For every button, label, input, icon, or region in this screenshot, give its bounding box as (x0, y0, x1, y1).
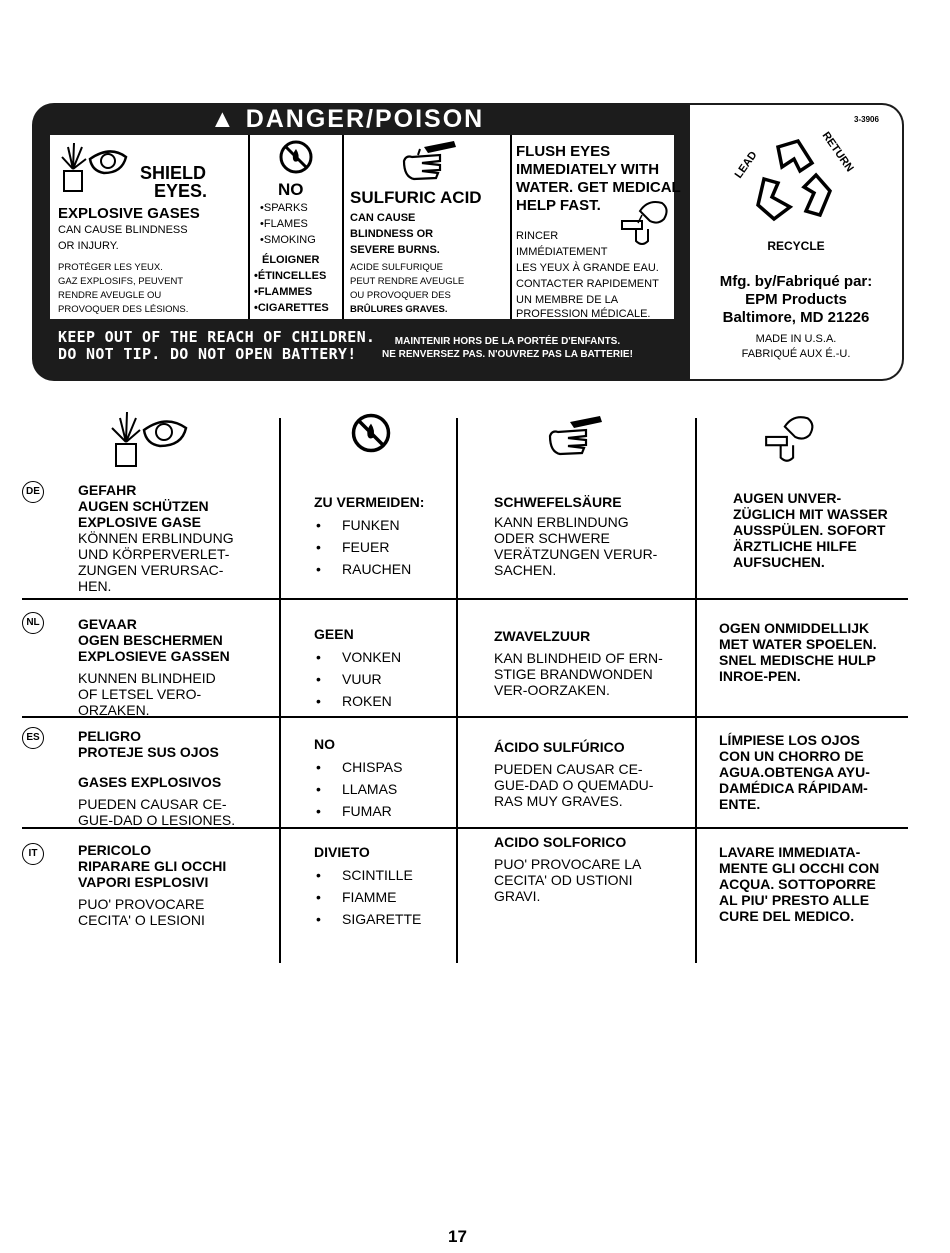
nl-c1-line: ORZAKEN. (78, 702, 150, 718)
label-title: ▲ DANGER/POISON (210, 105, 485, 133)
it-c4-line: ACQUA. SOTTOPORRE (719, 876, 876, 892)
it-c2-head: DIVIETO (314, 844, 370, 860)
made-in-fr: FABRIQUÉ AUX É.-U. (741, 348, 851, 360)
de-c1-line: UND KÖRPERVERLET- (78, 546, 230, 562)
nl-c4-line: SNEL MEDISCHE HULP (719, 652, 876, 668)
language-badge-nl: NL (22, 612, 44, 634)
es-c3-line: ÁCIDO SULFÚRICO (494, 739, 625, 755)
es-c1-line: PELIGRO (78, 728, 142, 744)
explosion-goggles-icon (110, 410, 190, 470)
de-c1-line: KÖNNEN ERBLINDUNG (78, 530, 234, 546)
children-warning-en-1: KEEP OUT OF THE REACH OF CHILDREN. (58, 328, 376, 346)
de-c4-line: ZÜGLICH MIT WASSER (733, 506, 888, 522)
nl-flush-cell (719, 620, 909, 684)
it-c1-line: PUO' PROVOCARE (78, 896, 205, 912)
shield-en-2: OR INJURY. (58, 240, 119, 252)
es-c2-item: • LLAMAS (314, 778, 454, 800)
no-fr-item-1: •ÉTINCELLES (254, 270, 327, 282)
flush-fr-1: RINCER (516, 230, 559, 242)
es-c4-line: CON UN CHORRO DE (719, 748, 864, 764)
de-flush-cell (733, 490, 913, 570)
no-flame-icon (350, 412, 392, 454)
lead-text: LEAD (732, 149, 760, 181)
nl-c3-line: ZWAVELZUUR (494, 628, 591, 644)
nl-c1-line: EXPLOSIEVE GASSEN (78, 648, 230, 664)
column-divider (456, 418, 458, 963)
de-c1-line: GEFAHR (78, 482, 137, 498)
it-c3-line: GRAVI. (494, 888, 541, 904)
shield-line1: SHIELD (140, 163, 207, 183)
flush-fr-5: UN MEMBRE DE LA (516, 294, 619, 306)
de-c2-head: ZU VERMEIDEN: (314, 494, 425, 510)
flush-fr-4: CONTACTER RAPIDEMENT (516, 278, 659, 290)
mfg-line: Mfg. by/Fabriqué par: (719, 273, 873, 290)
it-avoid-cell (314, 844, 454, 930)
acid-en-3: SEVERE BURNS. (350, 244, 440, 256)
flush-line4: HELP FAST. (516, 197, 601, 214)
it-c4-line: CURE DEL MEDICO. (719, 908, 855, 924)
de-c4-line: ÄRZTLICHE HILFE (733, 538, 857, 554)
it-c1-line: RIPARARE GLI OCCHI (78, 858, 227, 874)
shield-fr-3: RENDRE AVEUGLE OU (58, 290, 162, 301)
es-avoid-cell (314, 736, 454, 822)
es-c2-head: NO (314, 736, 335, 752)
language-badge-es: ES (22, 727, 44, 749)
nl-c3-line: STIGE BRANDWONDEN (494, 666, 653, 682)
es-c4-line: LÍMPIESE LOS OJOS (719, 732, 860, 748)
de-avoid-cell (314, 494, 454, 580)
acid-fr-1: ACIDE SULFURIQUE (350, 262, 443, 273)
it-c4-line: LAVARE IMMEDIATA- (719, 844, 861, 860)
es-c3-line: GUE-DAD O QUEMADU- (494, 777, 654, 793)
no-fr-heading: ÉLOIGNER (262, 254, 320, 266)
de-c1-line: HEN. (78, 578, 112, 594)
it-c3-line: PUO' PROVOCARE LA (494, 856, 642, 872)
it-c4-line: MENTE GLI OCCHI CON (719, 860, 880, 876)
it-c1-line: PERICOLO (78, 842, 152, 858)
nl-acid-cell (494, 628, 690, 698)
nl-c4-line: OGEN ONMIDDELLIJK (719, 620, 870, 636)
it-c1-line: CECITA' O LESIONI (78, 912, 205, 928)
nl-c2-head: GEEN (314, 626, 354, 642)
es-c1-line: PROTEJE SUS OJOS (78, 744, 219, 760)
acid-heading: SULFURIC ACID (350, 188, 482, 207)
no-item-3: •SMOKING (260, 234, 316, 246)
it-c4-line: AL PIU' PRESTO ALLE (719, 892, 870, 908)
children-warning-fr-2: NE RENVERSEZ PAS. N'OUVREZ PAS LA BATTERIE! (382, 349, 633, 360)
es-c4-line: ENTE. (719, 796, 761, 812)
nl-c1-line: OGEN BESCHERMEN (78, 632, 223, 648)
es-c2-item: • FUMAR (314, 800, 454, 822)
column-divider (279, 418, 281, 963)
it-c2-item: • SIGARETTE (314, 908, 454, 930)
shield-fr-2: GAZ EXPLOSIFS, PEUVENT (58, 276, 184, 287)
es-c3-line: PUEDEN CAUSAR CE- (494, 761, 643, 777)
de-c1-line: EXPLOSIVE GASE (78, 514, 201, 530)
it-c3-line: CECITA' OD USTIONI (494, 872, 633, 888)
de-acid-cell (494, 494, 690, 578)
it-warning-cell (78, 842, 273, 928)
acid-en-1: CAN CAUSE (350, 212, 416, 224)
it-c3-line: ACIDO SOLFORICO (494, 834, 627, 850)
es-c3-line: RAS MUY GRAVES. (494, 793, 623, 809)
nl-c4-line: INROE-PEN. (719, 668, 801, 684)
es-c1-line: GUE-DAD O LESIONES. (78, 812, 236, 828)
de-c4-line: AUSSPÜLEN. SOFORT (733, 522, 886, 538)
de-c1-line: AUGEN SCHÜTZEN (78, 498, 209, 514)
language-badge-it: IT (22, 843, 44, 865)
nl-c3-line: VER-OORZAKEN. (494, 682, 610, 698)
nl-c1-line: KUNNEN BLINDHEID (78, 670, 216, 686)
it-acid-cell (494, 834, 690, 904)
shield-en-1: CAN CAUSE BLINDNESS (58, 224, 188, 236)
nl-c1-line: OF LETSEL VERO- (78, 686, 202, 702)
shield-heading: EXPLOSIVE GASES (58, 205, 200, 222)
nl-c1-line: GEVAAR (78, 616, 137, 632)
eyewash-faucet-icon (762, 412, 818, 466)
de-c3-line: KANN ERBLINDUNG (494, 514, 629, 530)
de-c4-line: AUFSUCHEN. (733, 554, 825, 570)
company-city: Baltimore, MD 21226 (722, 309, 870, 326)
flush-fr-2: IMMÉDIATEMENT (516, 246, 608, 258)
it-c2-item: • SCINTILLE (314, 864, 454, 886)
page-number: 17 (448, 1227, 467, 1246)
es-c4-line: AGUA.OBTENGA AYU- (719, 764, 870, 780)
flush-fr-6: PROFESSION MÉDICALE. (516, 308, 651, 320)
it-c2-item: • FIAMME (314, 886, 454, 908)
warning-triangle-icon: ▲ (210, 105, 246, 133)
de-c4-line: AUGEN UNVER- (733, 490, 842, 506)
recycle-text: RECYCLE (767, 239, 825, 253)
es-warning-cell (78, 728, 273, 828)
flush-line1: FLUSH EYES (516, 143, 611, 160)
es-c1-line: GASES EXPLOSIVOS (78, 774, 222, 790)
de-c3-line: ODER SCHWERE (494, 530, 610, 546)
no-item-1: •SPARKS (260, 202, 308, 214)
es-acid-cell (494, 739, 690, 809)
de-c3-line: VERÄTZUNGEN VERUR- (494, 546, 658, 562)
column-divider (695, 418, 697, 963)
de-c3-line: SACHEN. (494, 562, 557, 578)
return-text: RETURN (819, 129, 856, 175)
no-heading: NO (278, 180, 304, 199)
language-badge-de: DE (22, 481, 44, 503)
acid-fr-2: PEUT RENDRE AVEUGLE (350, 276, 465, 287)
nl-c3-line: KAN BLINDHEID OF ERN- (494, 650, 663, 666)
no-fr-item-2: •FLAMMES (254, 286, 313, 298)
nl-c4-line: MET WATER SPOELEN. (719, 636, 877, 652)
it-c1-line: VAPORI ESPLOSIVI (78, 874, 209, 890)
de-warning-cell (78, 482, 273, 594)
shield-line2: EYES. (154, 181, 208, 201)
no-item-2: •FLAMES (260, 218, 308, 230)
nl-warning-cell (78, 616, 273, 718)
flush-fr-3: LES YEUX À GRANDE EAU. (516, 262, 659, 274)
de-c2-item: • FEUER (314, 536, 454, 558)
it-flush-cell (719, 844, 909, 924)
flush-line3: WATER. GET MEDICAL (516, 179, 681, 196)
es-c1-line: PUEDEN CAUSAR CE- (78, 796, 227, 812)
children-warning-en-2: DO NOT TIP. DO NOT OPEN BATTERY! (58, 345, 357, 363)
es-c4-line: DAMÉDICA RÁPIDAM- (719, 780, 868, 796)
made-in-en: MADE IN U.S.A. (755, 333, 837, 345)
de-c1-line: ZUNGEN VERURSAC- (78, 562, 224, 578)
children-warning-fr-1: MAINTENIR HORS DE LA PORTÉE D'ENFANTS. (394, 336, 621, 347)
label-code: 3-3906 (854, 115, 879, 124)
flush-line2: IMMEDIATELY WITH (516, 161, 660, 178)
acid-fr-3: OU PROVOQUER DES (350, 290, 451, 301)
nl-c2-item: • VONKEN (314, 646, 454, 668)
es-flush-cell (719, 732, 909, 812)
no-fr-item-3: •CIGARETTES (254, 302, 329, 314)
nl-c2-item: • VUUR (314, 668, 454, 690)
de-c3-line: SCHWEFELSÄURE (494, 494, 622, 510)
nl-avoid-cell (314, 626, 454, 712)
es-c2-item: • CHISPAS (314, 756, 454, 778)
company-name: EPM Products (745, 291, 847, 308)
acid-en-2: BLINDNESS OR (350, 228, 434, 240)
de-c2-item: • RAUCHEN (314, 558, 454, 580)
de-c2-item: • FUNKEN (314, 514, 454, 536)
shield-fr-1: PROTÉGER LES YEUX. (58, 262, 163, 273)
nl-c2-item: • ROKEN (314, 690, 454, 712)
acid-hand-icon (540, 414, 610, 458)
shield-fr-4: PROVOQUER DES LÉSIONS. (58, 304, 189, 315)
acid-fr-4: BRÛLURES GRAVES. (350, 304, 448, 315)
row-divider (22, 598, 908, 600)
